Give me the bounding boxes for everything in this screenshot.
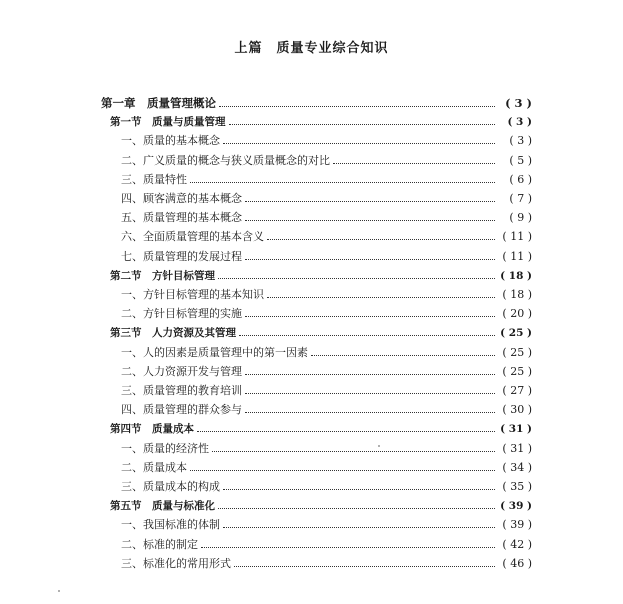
- dot-leader: [218, 269, 495, 279]
- toc-item-row: [121, 518, 532, 532]
- toc-section-row: [110, 115, 532, 129]
- toc-item-row: [121, 403, 532, 417]
- toc-item-row: [121, 538, 532, 552]
- toc-label: 七、质量管理的发展过程: [121, 249, 242, 263]
- dot-leader: [245, 211, 495, 221]
- dot-leader: [245, 365, 495, 375]
- toc-label: 三、质量成本的构成: [121, 480, 220, 493]
- toc-label: 二、标准的制定: [121, 537, 198, 551]
- toc-page-number: ( 27 ): [502, 384, 532, 397]
- toc-label: 一、质量的基本概念: [121, 134, 220, 148]
- dot-leader: [245, 307, 495, 317]
- dot-leader: [229, 115, 496, 125]
- toc-label: 五、质量管理的基本概念: [121, 211, 242, 225]
- dot-leader: [201, 538, 495, 548]
- toc-label: 四、顾客满意的基本概念: [121, 192, 242, 205]
- dot-leader: [223, 134, 495, 144]
- dot-leader: [311, 346, 495, 356]
- toc-item-row: [121, 461, 532, 475]
- toc-page-number: ( 18 ): [500, 269, 532, 282]
- toc-page-number: ( 9 ): [509, 211, 532, 225]
- dot-leader: [223, 518, 495, 528]
- toc-page-number: ( 7 ): [509, 192, 532, 205]
- toc-label: 二、方针目标管理的实施: [121, 307, 242, 321]
- toc-label: 第三节 人力资源及其管理: [110, 327, 236, 340]
- toc-page-number: ( 30 ): [502, 403, 532, 417]
- dot-leader: [190, 173, 495, 183]
- dot-leader: [190, 461, 495, 471]
- scan-speck: [58, 590, 60, 592]
- toc-page-number: ( 31 ): [502, 441, 532, 455]
- toc-page-number: ( 25 ): [502, 345, 532, 359]
- toc-label: 三、标准化的常用形式: [121, 556, 231, 570]
- toc-page-number: ( 3 ): [507, 116, 532, 129]
- toc-label: 三、质量特性: [121, 172, 187, 186]
- toc-page-number: ( 25 ): [500, 327, 532, 340]
- toc-page-number: ( 35 ): [502, 480, 532, 493]
- toc-page-number: ( 39 ): [500, 500, 532, 513]
- toc-label: 四、质量管理的群众参与: [121, 403, 242, 417]
- toc-item-row: [121, 173, 532, 187]
- dot-leader: [223, 480, 495, 490]
- dot-leader: [245, 192, 495, 202]
- toc-label: 一、人的因素是质量管理中的第一因素: [121, 345, 308, 359]
- dot-leader: [267, 288, 495, 298]
- toc-item-row: [121, 557, 532, 571]
- toc-page-number: ( 5 ): [509, 153, 532, 167]
- dot-leader: [234, 557, 495, 567]
- toc-page-number: ( 20 ): [502, 307, 532, 321]
- toc-section-row: [110, 499, 532, 513]
- toc-label: 第一章 质量管理概论: [101, 96, 216, 110]
- toc-label: 二、人力资源开发与管理: [121, 364, 242, 378]
- dot-leader: [245, 403, 495, 413]
- toc-label: 一、我国标准的体制: [121, 518, 220, 532]
- toc-page-number: ( 6 ): [509, 172, 532, 186]
- toc-label: 六、全面质量管理的基本含义: [121, 230, 264, 244]
- toc-page-number: ( 31 ): [500, 423, 532, 436]
- toc-page-number: ( 46 ): [502, 556, 532, 570]
- toc-item-row: [121, 346, 532, 360]
- toc-label: 一、质量的经济性: [121, 441, 209, 455]
- dot-leader: [245, 384, 495, 394]
- dot-leader: [197, 422, 495, 432]
- dot-leader: [267, 230, 495, 240]
- dot-leader: [218, 499, 495, 509]
- toc-page-number: ( 11 ): [502, 249, 532, 263]
- toc-item-row: [121, 230, 532, 244]
- toc-page-number: ( 39 ): [502, 518, 532, 532]
- toc-page-number: ( 25 ): [502, 364, 532, 378]
- toc-item-row: [121, 211, 532, 225]
- toc-label: 第二节 方针目标管理: [110, 269, 215, 282]
- toc-label: 二、质量成本: [121, 460, 187, 474]
- toc-item-row: [121, 442, 532, 456]
- scan-speck: [378, 445, 380, 447]
- toc-chapter-row: [101, 96, 532, 110]
- toc-item-row: [121, 134, 532, 148]
- toc-page-number: ( 18 ): [502, 288, 532, 301]
- toc-item-row: [121, 384, 532, 398]
- dot-leader: [239, 326, 495, 336]
- toc-section-row: [110, 269, 532, 283]
- dot-leader: [219, 97, 495, 107]
- toc-page-number: ( 42 ): [502, 537, 532, 551]
- toc-section-row: [110, 326, 532, 340]
- toc-page-number: ( 34 ): [502, 460, 532, 474]
- toc-page-number: ( 11 ): [502, 230, 532, 244]
- toc-item-row: [121, 192, 532, 206]
- page-title: 上篇 质量专业综合知识: [234, 41, 389, 56]
- toc-section-row: [110, 422, 532, 436]
- toc-label: 一、方针目标管理的基本知识: [121, 288, 264, 301]
- toc-item-row: [121, 250, 532, 264]
- toc-label: 第四节 质量成本: [110, 423, 194, 436]
- toc-item-row: [121, 288, 532, 302]
- toc-label: 二、广义质量的概念与狭义质量概念的对比: [121, 153, 330, 167]
- dot-leader: [212, 442, 495, 452]
- toc-item-row: [121, 307, 532, 321]
- toc-item-row: [121, 480, 532, 494]
- toc-page-number: ( 3 ): [505, 96, 532, 110]
- toc-page-number: ( 3 ): [509, 134, 532, 148]
- toc-item-row: [121, 154, 532, 168]
- dot-leader: [245, 250, 495, 260]
- toc-label: 第五节 质量与标准化: [110, 500, 215, 513]
- toc-label: 第一节 质量与质量管理: [110, 116, 226, 129]
- dot-leader: [333, 154, 495, 164]
- toc-label: 三、质量管理的教育培训: [121, 384, 242, 397]
- toc-item-row: [121, 365, 532, 379]
